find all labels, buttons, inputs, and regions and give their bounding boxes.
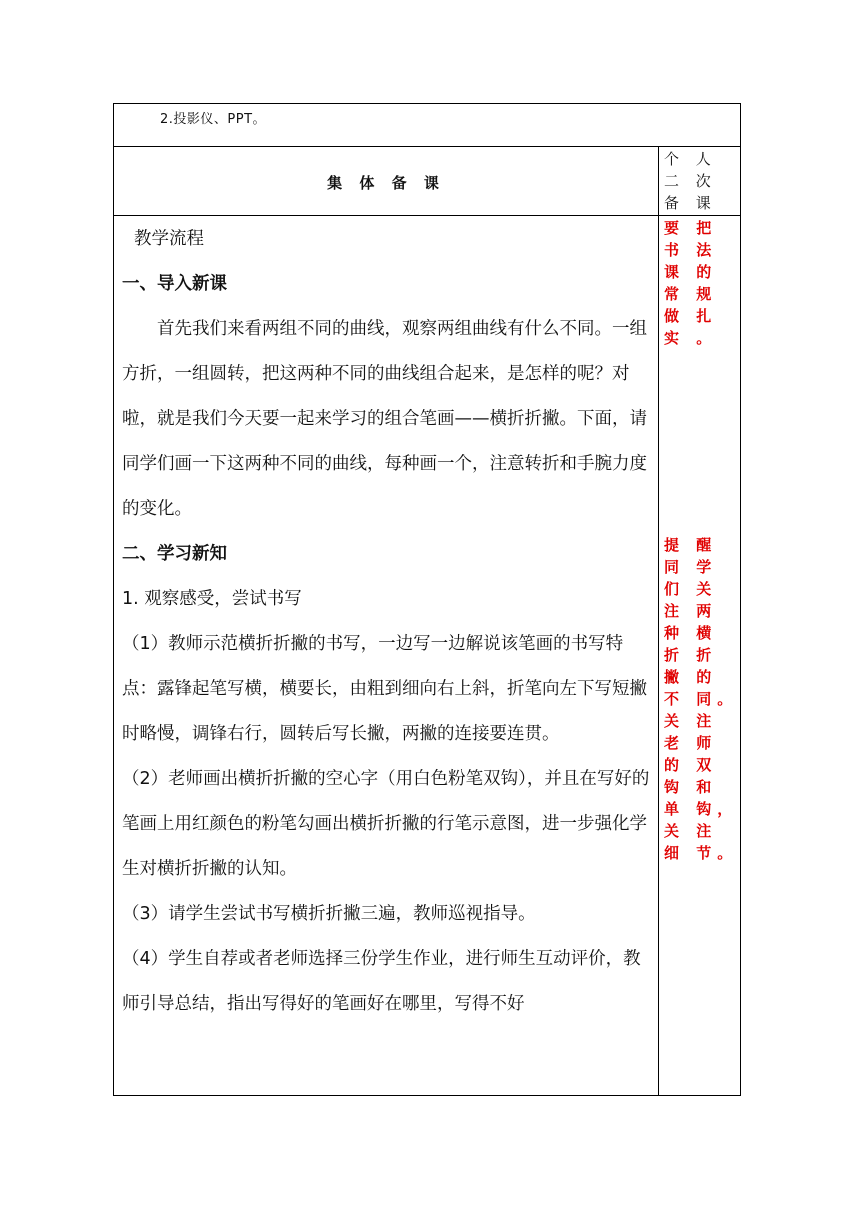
note-line: 们 关	[664, 580, 718, 598]
note-line: 书 法	[664, 241, 718, 259]
note-line: 同 学	[664, 558, 718, 576]
note-line: 的 双	[664, 756, 718, 774]
step-paragraph: （4）学生自荐或者老师选择三份学生作业，进行师生互动评价，教师引导总结，指出写得好的笔画好在哪里，写得不好	[122, 949, 641, 1014]
note-line: 提 醒	[664, 536, 718, 554]
collective-prep-header: 集 体 备 课	[327, 173, 445, 192]
subsection-heading: 1. 观察感受，尝试书写	[122, 589, 302, 609]
note-line: 常 规	[664, 285, 718, 303]
header-line: 二 次	[664, 172, 717, 190]
header-line: 个 人	[664, 150, 717, 168]
side-note-1	[664, 217, 740, 349]
row-divider	[114, 146, 740, 147]
note-line: 实 。	[664, 329, 718, 347]
personal-prep-header	[664, 148, 740, 214]
note-line: 不 同。	[664, 690, 739, 708]
note-line: 种 横	[664, 624, 718, 642]
header-line: 备 课	[664, 194, 717, 212]
materials-text: 2.投影仪、PPT。	[160, 112, 267, 127]
intro-paragraph: 首先我们来看两组不同的曲线，观察两组曲线有什么不同。一组方折，一组圆转，把这两种不同的曲线组合起来，是怎样的呢？对啦，就是我们今天要一起来学习的组合笔画——横折折撇。下面，请同学们画一下这两种不同的曲线，每种画一个，注意转折和手腕力度的变化。	[122, 319, 647, 519]
note-line: 要 把	[664, 219, 718, 237]
note-line: 关 注	[664, 712, 718, 730]
step-paragraph: （2）老师画出横折折撇的空心字（用白色粉笔双钩），并且在写好的笔画上用红颜色的粉笔勾画出横折折撇的行笔示意图，进一步强化学生对横折折撇的认知。	[122, 769, 650, 879]
column-divider	[658, 146, 659, 1095]
note-line: 注 两	[664, 602, 718, 620]
step-paragraph: （3）请学生尝试书写横折折撇三遍，教师巡视指导。	[122, 904, 536, 924]
note-line: 关 注	[664, 822, 718, 840]
section-heading: 二、学习新知	[122, 544, 227, 564]
note-line: 做 扎	[664, 307, 718, 325]
note-line: 钩 和	[664, 778, 718, 796]
note-line: 老 师	[664, 734, 718, 752]
lesson-body	[122, 217, 650, 1027]
step-paragraph: （1）教师示范横折折撇的书写，一边写一边解说该笔画的书写特点：露锋起笔写横，横要长，由粗到细向右上斜，折笔向左下写短撇时略慢，调锋右行，圆转后写长撇，两撇的连接要连贯。	[122, 634, 647, 744]
note-line: 课 的	[664, 263, 718, 281]
flow-title: 教学流程	[134, 229, 204, 249]
note-line: 折 折	[664, 646, 718, 664]
side-note-2	[664, 534, 740, 864]
note-line: 单 钩，	[664, 800, 739, 818]
row-divider	[114, 215, 740, 216]
section-heading: 一、导入新课	[122, 274, 227, 294]
note-line: 细 节。	[664, 844, 739, 862]
note-line: 撇 的	[664, 668, 718, 686]
lesson-plan-table	[113, 103, 741, 1096]
